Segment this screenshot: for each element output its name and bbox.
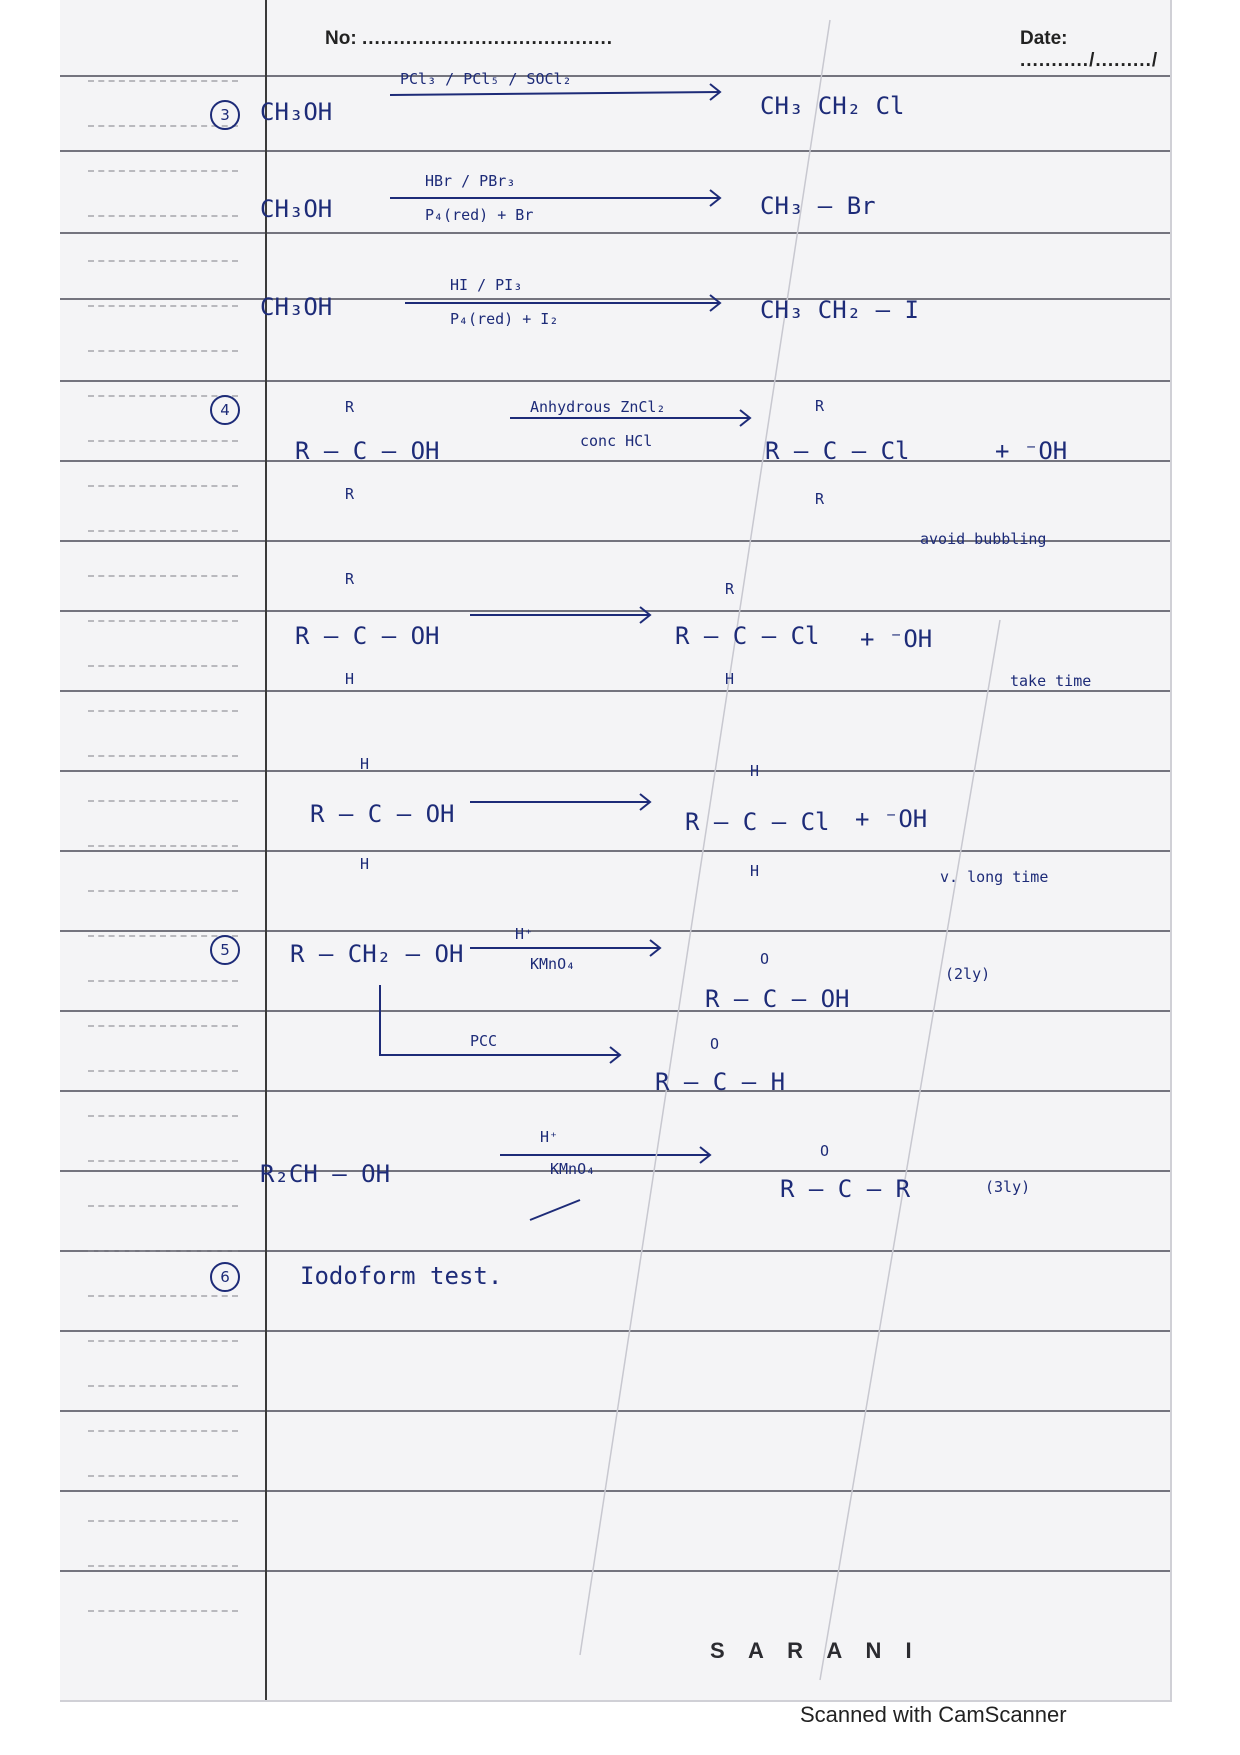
note: v. long time — [940, 868, 1049, 886]
note: (2ly) — [945, 965, 991, 983]
product: R – C – OH — [705, 985, 850, 1013]
product: CH₃ CH₂ – I — [760, 296, 919, 324]
substituent: R — [345, 485, 355, 503]
reagent: PCC — [470, 1032, 498, 1050]
brand-name: S A R A N I — [710, 1638, 921, 1663]
reactant: CH₃OH — [260, 195, 333, 223]
handwriting-strokes — [60, 0, 1170, 1700]
substituent: O — [760, 950, 770, 968]
product: CH₃ – Br — [760, 192, 876, 220]
substituent: O — [710, 1035, 720, 1053]
section-number: 6 — [210, 1262, 240, 1292]
substituent: H — [750, 862, 760, 880]
byproduct: + ⁻OH — [860, 625, 933, 653]
note: (3ly) — [985, 1178, 1031, 1196]
reactant: R – CH₂ – OH — [290, 940, 464, 968]
substituent: R — [725, 580, 735, 598]
reagent: KMnO₄ — [550, 1160, 596, 1178]
reagent: PCl₃ / PCl₅ / SOCl₂ — [400, 70, 572, 88]
reagent: P₄(red) + Br — [425, 206, 534, 224]
substituent: H — [345, 670, 355, 688]
reactant: R – C – OH — [295, 622, 440, 650]
product: R – C – R — [780, 1175, 911, 1203]
substituent: R — [345, 398, 355, 416]
note: avoid bubbling — [920, 530, 1047, 548]
reagent: KMnO₄ — [530, 955, 576, 973]
reactant: CH₃OH — [260, 293, 333, 321]
section-number: 4 — [210, 395, 240, 425]
substituent: H — [750, 762, 760, 780]
reagent: H⁺ — [515, 925, 534, 943]
substituent: H — [360, 855, 370, 873]
section-number: 5 — [210, 935, 240, 965]
reagent: HBr / PBr₃ — [425, 172, 516, 190]
reactant: CH₃OH — [260, 98, 333, 126]
product: CH₃ CH₂ Cl — [760, 92, 905, 120]
reagent: conc HCl — [580, 432, 653, 450]
reactant: R – C – OH — [295, 437, 440, 465]
reagent: HI / PI₃ — [450, 276, 523, 294]
no-field: No: ........................................ — [325, 28, 614, 49]
reactant: R₂CH – OH — [260, 1160, 391, 1188]
product: R – C – Cl — [685, 808, 830, 836]
byproduct: + ⁻OH — [855, 805, 928, 833]
reagent: P₄(red) + I₂ — [450, 310, 559, 328]
scanner-watermark: Scanned with CamScanner — [800, 1702, 1067, 1727]
substituent: R — [345, 570, 355, 588]
section-number: 3 — [210, 100, 240, 130]
substituent: H — [360, 755, 370, 773]
reactant: R – C – OH — [310, 800, 455, 828]
substituent: O — [820, 1142, 830, 1160]
byproduct: + ⁻OH — [995, 437, 1068, 465]
product: R – C – Cl — [675, 622, 820, 650]
reagent: Anhydrous ZnCl₂ — [530, 398, 666, 416]
substituent: R — [815, 397, 825, 415]
product: R – C – Cl — [765, 437, 910, 465]
product: R – C – H — [655, 1068, 786, 1096]
heading: Iodoform test. — [300, 1262, 503, 1290]
reagent: H⁺ — [540, 1128, 559, 1146]
substituent: H — [725, 670, 735, 688]
substituent: R — [815, 490, 825, 508]
notebook-page — [60, 0, 1172, 1702]
date-field: Date: .........../........./ — [1020, 28, 1159, 71]
note: take time — [1010, 672, 1092, 690]
